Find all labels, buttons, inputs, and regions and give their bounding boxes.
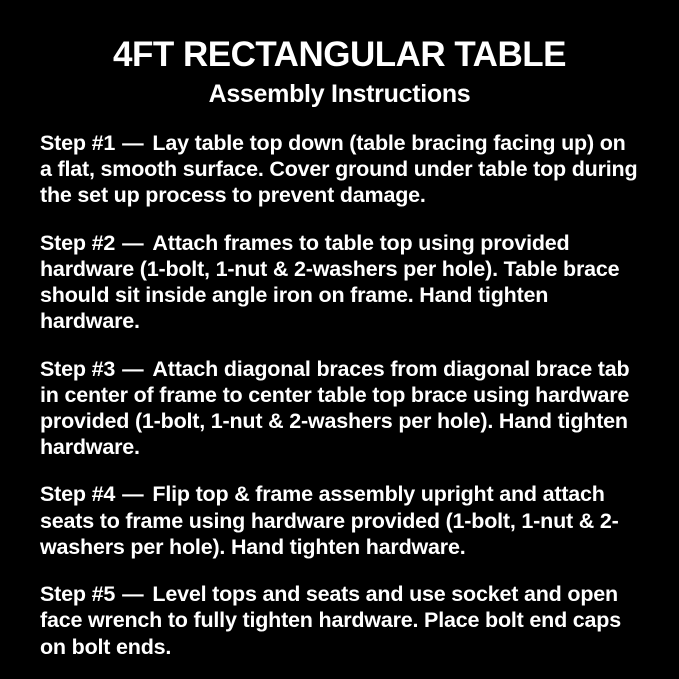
step-4-text: Flip top & frame assembly upright and attach seats to frame using hardware provided (1-bolt, 1-nut & 2-washers per hole). Hand tighten hardware. xyxy=(40,482,619,559)
step-5-text: Level tops and seats and use socket and open face wrench to fully tighten hardware. Place bolt end caps on bolt ends. xyxy=(40,582,621,659)
step-1-paragraph xyxy=(40,130,641,209)
step-5-paragraph xyxy=(40,581,641,660)
header xyxy=(0,0,679,108)
step-1-separator: — xyxy=(122,131,144,155)
step-2-text: Attach frames to table top using provided hardware (1-bolt, 1-nut & 2-washers per hole). Table brace should sit inside angle iron on frame. Hand tighten hardware. xyxy=(40,230,620,334)
page-title: 4FT RECTANGULAR TABLE xyxy=(113,35,566,74)
step-2-paragraph xyxy=(40,230,641,335)
step-2-label: Step #2 xyxy=(40,230,116,255)
step-2-separator: — xyxy=(122,230,144,255)
step-4-label: Step #4 xyxy=(40,482,116,507)
step-3-separator: — xyxy=(122,356,144,381)
step-3-paragraph xyxy=(40,356,641,461)
step-3-text: Attach diagonal braces from diagonal brace tab in center of frame to center table top brace using hardware provided (1-bolt, 1-nut & 2-washers per hole). Hand tighten hardware. xyxy=(40,356,630,460)
step-5-separator: — xyxy=(122,582,144,607)
step-1-text: Lay table top down (table bracing facing up) on a flat, smooth surface. Cover ground under table top during the set up process to prevent damage. xyxy=(40,131,638,208)
step-3-label: Step #3 xyxy=(40,356,116,381)
step-4-separator: — xyxy=(122,482,144,507)
steps-list xyxy=(0,108,679,660)
step-4-paragraph xyxy=(40,481,641,560)
page-subtitle: Assembly Instructions xyxy=(208,79,471,108)
step-5-label: Step #5 xyxy=(40,582,116,607)
step-1-label: Step #1 xyxy=(40,131,116,155)
